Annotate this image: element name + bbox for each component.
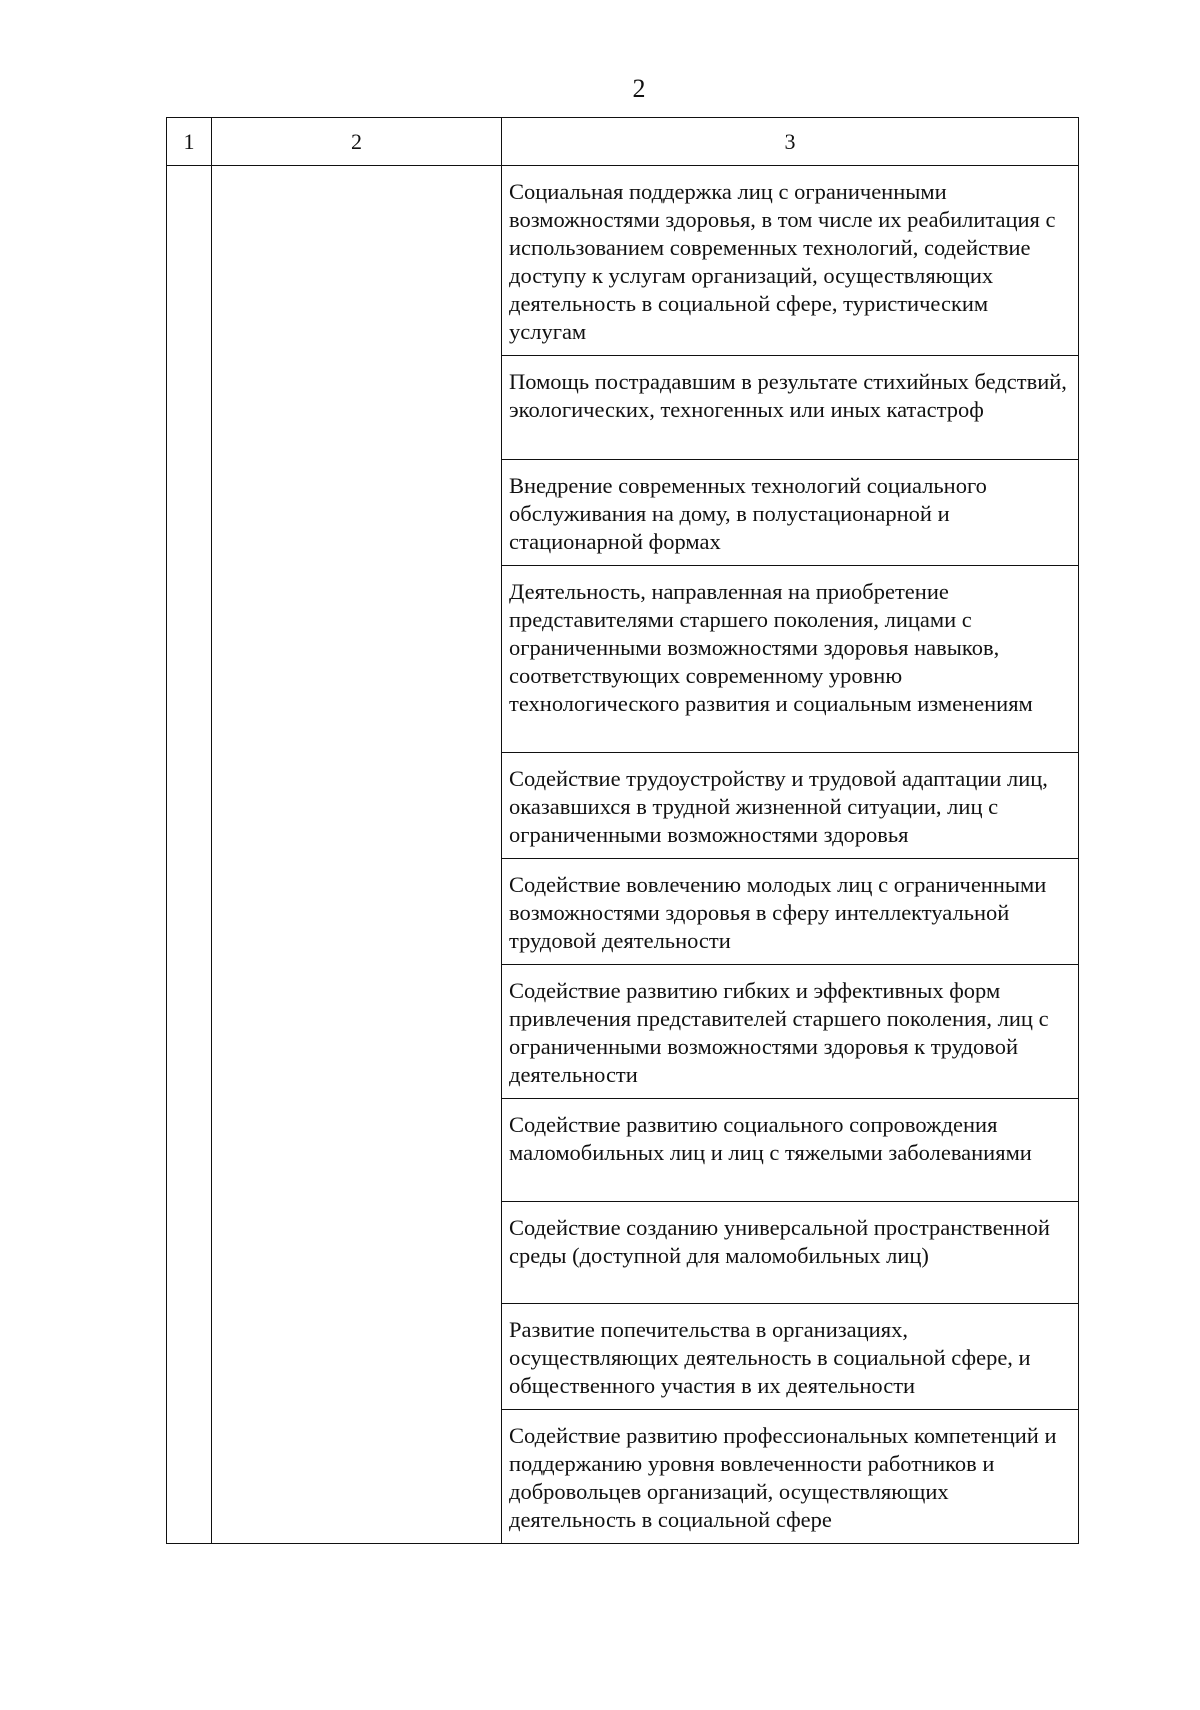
column-header-1: 1 <box>167 118 212 166</box>
activity-cell: Содействие созданию универсальной пространственной среды (доступной для маломобильных лиц) <box>502 1202 1079 1304</box>
column-1-cell <box>167 166 212 1544</box>
activity-cell: Содействие развитию социального сопровождения маломобильных лиц и лиц с тяжелыми заболеваниями <box>502 1099 1079 1202</box>
activity-cell: Содействие развитию профессиональных компетенций и поддержанию уровня вовлеченности работников и добровольцев организаций, осуществляющих деятельность в социальной сфере <box>502 1410 1079 1544</box>
page-number: 2 <box>632 74 646 103</box>
activity-cell: Содействие трудоустройству и трудовой адаптации лиц, оказавшихся в трудной жизненной ситуации, лиц с ограниченными возможностями здоровья <box>502 753 1079 859</box>
activity-cell: Содействие вовлечению молодых лиц с ограниченными возможностями здоровья в сферу интеллектуальной трудовой деятельности <box>502 859 1079 965</box>
activity-cell: Деятельность, направленная на приобретение представителями старшего поколения, лицами с ограниченными возможностями здоровья навыков, соответствующих современному уровню технологического развития и социальным изменениям <box>502 566 1079 753</box>
activity-cell: Содействие развитию гибких и эффективных форм привлечения представителей старшего поколения, лиц с ограниченными возможностями здоровья к трудовой деятельности <box>502 965 1079 1099</box>
table-header-row <box>167 118 1079 166</box>
column-header-2: 2 <box>212 118 502 166</box>
activity-cell: Социальная поддержка лиц с ограниченными возможностями здоровья, в том числе их реабилитация с использованием современных технологий, содействие доступу к услугам организаций, осуществляющих деятельность в социальной сфере, туристическим услугам <box>502 166 1079 356</box>
activity-cell: Развитие попечительства в организациях, осуществляющих деятельность в социальной сфере, и общественного участия в их деятельности <box>502 1304 1079 1410</box>
table-row <box>167 166 1079 356</box>
activity-cell: Помощь пострадавшим в результате стихийных бедствий, экологических, техногенных или иных катастроф <box>502 356 1079 460</box>
activity-cell: Внедрение современных технологий социального обслуживания на дому, в полустационарной и стационарной формах <box>502 460 1079 566</box>
column-header-3: 3 <box>502 118 1079 166</box>
document-table <box>166 117 1079 1544</box>
column-2-cell <box>212 166 502 1544</box>
